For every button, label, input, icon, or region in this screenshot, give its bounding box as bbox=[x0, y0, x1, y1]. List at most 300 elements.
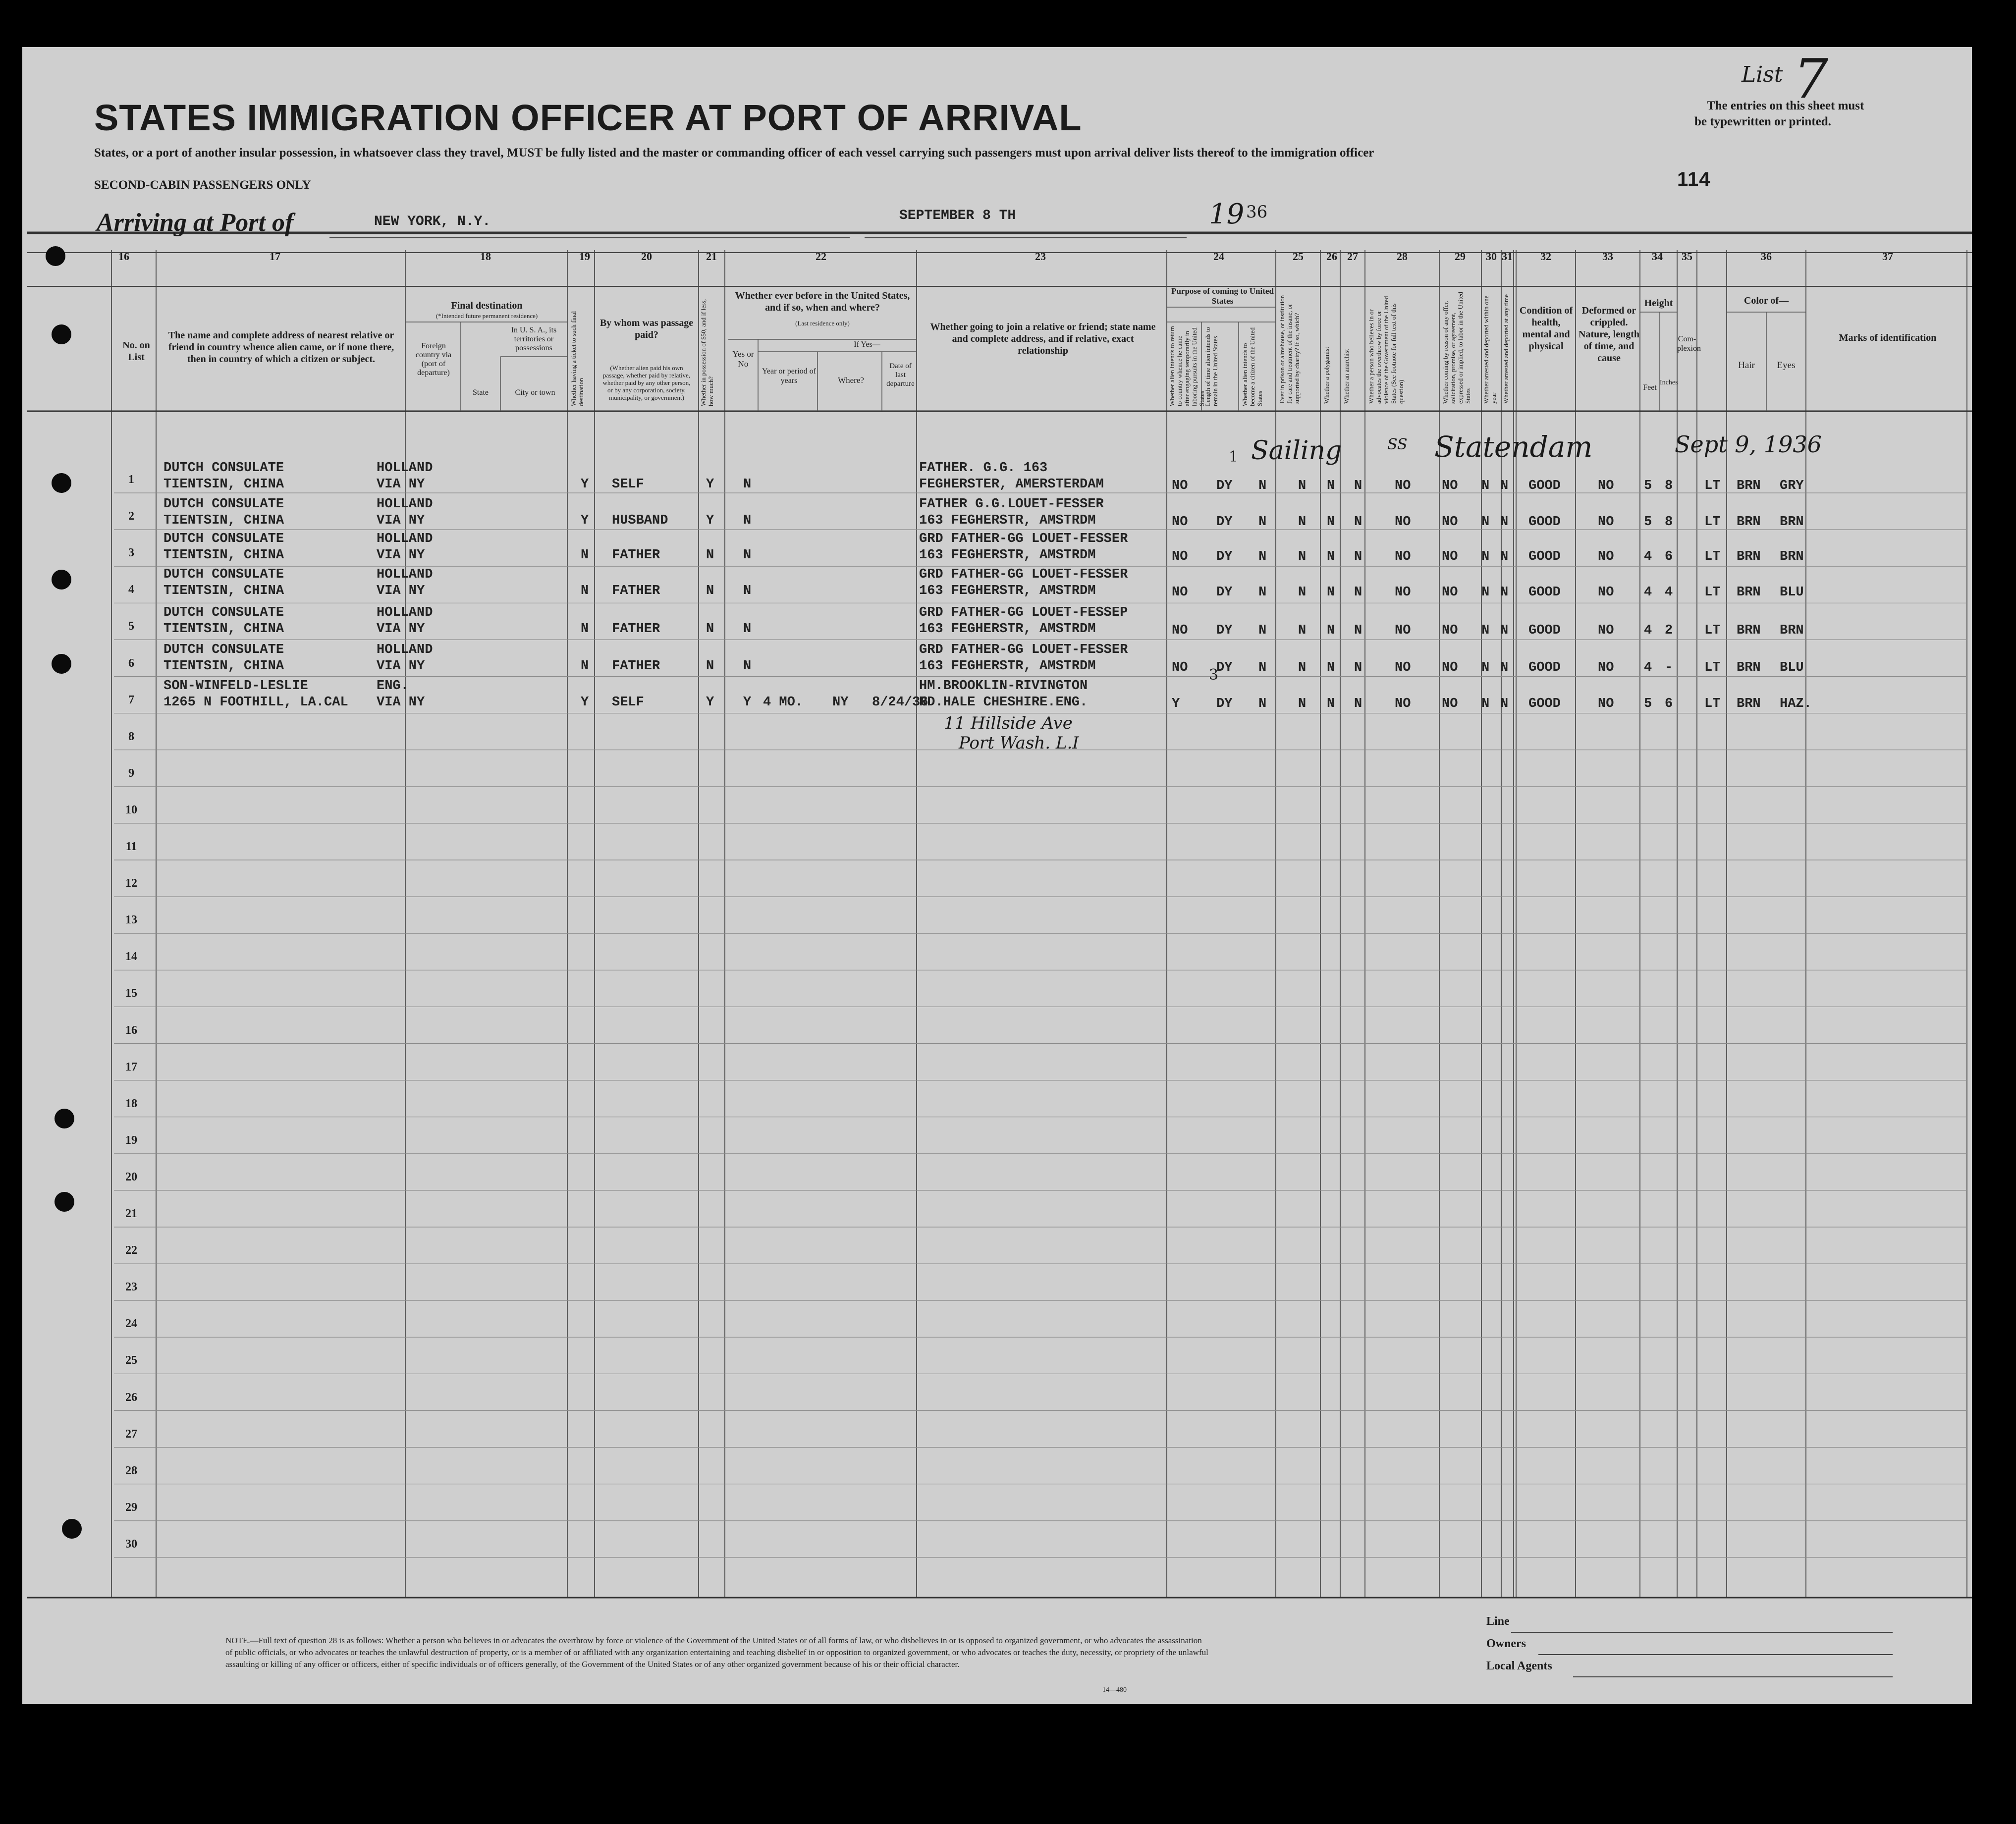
port-of-departure: VIA NY bbox=[377, 659, 425, 674]
money-value: Y bbox=[706, 513, 714, 528]
relative-name: DUTCH CONSULATE bbox=[163, 532, 284, 546]
list-number: 7 bbox=[1794, 47, 1828, 110]
joining-name: GRD FATHER-GG LOUET-FESSEP bbox=[919, 605, 1128, 620]
purpose-length: DY bbox=[1216, 697, 1233, 711]
final-destination-note: (*Intended future permanent residence) bbox=[436, 312, 538, 320]
handwritten-ship-name: Statendam bbox=[1434, 430, 1593, 464]
relative-name: DUTCH CONSULATE bbox=[163, 605, 284, 620]
purpose-length: DY bbox=[1216, 585, 1233, 600]
hair-value: BRN bbox=[1737, 697, 1761, 711]
eyes-value: BRN bbox=[1780, 549, 1804, 564]
anarchist-value: N bbox=[1354, 623, 1362, 638]
passage-paid-by: FATHER bbox=[612, 622, 660, 637]
height-inches: 2 bbox=[1665, 623, 1673, 638]
row-number: 8 bbox=[128, 730, 134, 743]
purpose-length: DY bbox=[1216, 623, 1233, 638]
binder-hole bbox=[52, 570, 71, 590]
no-on-list-header: No. on List bbox=[122, 340, 150, 363]
list-label: List bbox=[1742, 62, 1783, 87]
row-number: 16 bbox=[125, 1023, 137, 1037]
column-number: 30 bbox=[1486, 250, 1497, 263]
port-name: NEW YORK, N.Y. bbox=[374, 214, 491, 229]
health-value: GOOD bbox=[1528, 623, 1561, 638]
foreign-country: HOLLAND bbox=[377, 605, 433, 620]
passage-paid-by: HUSBAND bbox=[612, 513, 668, 528]
deported-ever-value: N bbox=[1500, 515, 1509, 530]
purpose-length: DY bbox=[1216, 479, 1233, 493]
polygamist-value: N bbox=[1327, 660, 1335, 675]
joining-address: 163 FEGHERSTR, AMSTRDM bbox=[919, 513, 1096, 528]
year-suffix: 36 bbox=[1246, 202, 1268, 222]
health-value: GOOD bbox=[1528, 697, 1561, 711]
row-number: 2 bbox=[128, 510, 134, 523]
yes-or-no-header: Yes or No bbox=[732, 349, 754, 369]
year-period-header: Year or period of years bbox=[762, 367, 816, 385]
row-number: 18 bbox=[125, 1097, 137, 1110]
labor-offer-value: NO bbox=[1442, 549, 1458, 564]
row-number: 1 bbox=[128, 473, 134, 486]
joining-name: GRD FATHER-GG LOUET-FESSER bbox=[919, 567, 1128, 582]
foreign-country-header: Foreign country via (port of departure) bbox=[415, 342, 452, 377]
manifest-sheet bbox=[22, 47, 1972, 1704]
foreign-country: HOLLAND bbox=[377, 532, 433, 546]
row-number: 12 bbox=[125, 877, 137, 890]
binder-hole bbox=[52, 324, 71, 344]
deported-year-value: N bbox=[1481, 549, 1490, 564]
joining-address: 163 FEGHERSTR, AMSTRDM bbox=[919, 584, 1096, 598]
ticket-value: Y bbox=[581, 477, 589, 492]
handwritten-three: 3 bbox=[1209, 666, 1219, 684]
foreign-country: HOLLAND bbox=[377, 643, 433, 657]
column-number: 23 bbox=[1035, 250, 1046, 263]
joining-header: Whether going to join a relative or friend; state name and complete address, and if relative, exact relationship bbox=[930, 322, 1156, 356]
row-number: 21 bbox=[125, 1207, 137, 1220]
height-inches: 4 bbox=[1665, 585, 1673, 600]
before-in-us-header: Whether ever before in the United States, and if so, when and where? bbox=[735, 290, 910, 313]
column-number: 26 bbox=[1326, 250, 1337, 263]
overthrow-value: NO bbox=[1395, 479, 1411, 493]
labor-offer-value: NO bbox=[1442, 479, 1458, 493]
handwritten-address-line1: 11 Hillside Ave bbox=[944, 713, 1073, 733]
row-number: 7 bbox=[128, 693, 134, 706]
health-value: GOOD bbox=[1528, 479, 1561, 493]
in-usa-header: In U. S. A., its territories or possessions bbox=[511, 326, 557, 352]
joining-name: FATHER G.G.LOUET-FESSER bbox=[919, 497, 1104, 512]
passage-paid-by: FATHER bbox=[612, 659, 660, 674]
hair-value: BRN bbox=[1737, 515, 1761, 530]
row-number: 30 bbox=[125, 1537, 137, 1551]
page-number: 114 bbox=[1677, 168, 1711, 190]
column-number: 24 bbox=[1213, 250, 1224, 263]
eyes-value: BRN bbox=[1780, 623, 1804, 638]
column-number: 27 bbox=[1347, 250, 1358, 263]
prison-value: N bbox=[1298, 585, 1307, 600]
height-inches: 8 bbox=[1665, 515, 1673, 530]
joining-name: GRD FATHER-GG LOUET-FESSER bbox=[919, 643, 1128, 657]
before-in-us: N bbox=[743, 622, 752, 637]
complexion-value: LT bbox=[1704, 660, 1721, 675]
height-feet: 4 bbox=[1644, 660, 1652, 675]
labor-offer-value: NO bbox=[1442, 697, 1458, 711]
overthrow-value: NO bbox=[1395, 549, 1411, 564]
height-inches: 6 bbox=[1665, 549, 1673, 564]
footer-line-label: Line bbox=[1486, 1615, 1510, 1628]
row-number: 22 bbox=[125, 1244, 137, 1257]
joining-name: GRD FATHER-GG LOUET-FESSER bbox=[919, 532, 1128, 546]
anarchist-value: N bbox=[1354, 515, 1362, 530]
column-number: 34 bbox=[1652, 250, 1663, 263]
passage-paid-header: By whom was passage paid? bbox=[599, 318, 694, 340]
eyes-value: GRY bbox=[1780, 479, 1804, 493]
binder-hole bbox=[54, 1109, 74, 1128]
ticket-value: Y bbox=[581, 513, 589, 528]
if-yes-header: If Yes— bbox=[854, 340, 880, 349]
port-of-departure: VIA NY bbox=[377, 477, 425, 492]
prison-value: N bbox=[1298, 515, 1307, 530]
form-number: 14—480 bbox=[1102, 1686, 1127, 1694]
purpose-return: NO bbox=[1172, 549, 1188, 564]
column-number: 21 bbox=[706, 250, 717, 263]
purpose-length: DY bbox=[1216, 549, 1233, 564]
deformed-value: NO bbox=[1598, 515, 1614, 530]
binder-hole bbox=[52, 654, 71, 674]
deported-ever-value: N bbox=[1500, 623, 1509, 638]
col28-header: Whether a person who believes in or advocates the overthrow by force or violence of the Government of the United States (See footnote for full text of this question) bbox=[1367, 296, 1405, 404]
footnote-question-28: NOTE.—Full text of question 28 is as follows: Whether a person who believes in or advocates the overthrow by force or violence of the Government of the United States or of all forms of law, or who disbelieves in or is opposed to organized government, or who advocates the assassination of public officials, or who advocates or teaches the unlawful destruction of property, or is a member of or affiliated with any organization entertaining and teaching disbelief in or opposition to organized government, or who advocates or teaches the duty, necessity, or propriety of the unlawful assaulting or killing of any officer or officers, either of specific individuals or of officers generally, of the Government of the United States or of any other organized government because of his or their official character. bbox=[225, 1636, 1208, 1669]
polygamist-value: N bbox=[1327, 549, 1335, 564]
deported-ever-value: N bbox=[1500, 549, 1509, 564]
prison-value: N bbox=[1298, 479, 1307, 493]
joining-name: HM.BROOKLIN-RIVINGTON bbox=[919, 679, 1088, 694]
port-of-departure: VIA NY bbox=[377, 622, 425, 637]
purpose-return: Y bbox=[1172, 697, 1180, 711]
relative-name: DUTCH CONSULATE bbox=[163, 567, 284, 582]
complexion-value: LT bbox=[1704, 697, 1721, 711]
last-residence-note: (Last residence only) bbox=[795, 320, 850, 327]
before-where: NY bbox=[832, 695, 849, 710]
footer-local-agents-label: Local Agents bbox=[1486, 1660, 1552, 1672]
overthrow-value: NO bbox=[1395, 697, 1411, 711]
anarchist-value: N bbox=[1354, 697, 1362, 711]
overthrow-value: NO bbox=[1395, 515, 1411, 530]
column-number: 35 bbox=[1682, 250, 1692, 263]
deported-year-value: N bbox=[1481, 660, 1490, 675]
col27-header: Whether an anarchist bbox=[1343, 349, 1350, 404]
column-number: 36 bbox=[1761, 250, 1772, 263]
deformed-value: NO bbox=[1598, 585, 1614, 600]
column-number: 16 bbox=[118, 250, 129, 263]
relative-address: TIENTSIN, CHINA bbox=[163, 584, 284, 598]
hair-value: BRN bbox=[1737, 660, 1761, 675]
before-in-us: N bbox=[743, 659, 752, 674]
purpose-return: NO bbox=[1172, 515, 1188, 530]
health-header: Condition of health, mental and physical bbox=[1519, 305, 1573, 352]
purpose-return: NO bbox=[1172, 623, 1188, 638]
state-header: State bbox=[473, 388, 489, 397]
handwritten-one: 1 bbox=[1229, 448, 1239, 466]
passage-paid-by: SELF bbox=[612, 477, 644, 492]
handwritten-sailing: Sailing bbox=[1251, 436, 1342, 466]
foreign-country: HOLLAND bbox=[377, 497, 433, 512]
where-header: Where? bbox=[838, 376, 864, 385]
purpose-a-header: Whether alien intends to return to country whence he came after engaging temporarily in laboring pursuits in the United States bbox=[1168, 326, 1205, 406]
date-last-departure-header: Date of last departure bbox=[886, 362, 915, 388]
last-departure-date: 8/24/36 bbox=[872, 695, 928, 710]
deported-ever-value: N bbox=[1500, 697, 1509, 711]
city-header: City or town bbox=[515, 388, 555, 397]
foreign-country: HOLLAND bbox=[377, 567, 433, 582]
ticket-value: Y bbox=[581, 695, 589, 710]
ticket-value: N bbox=[581, 659, 589, 674]
arriving-at-port-label: Arriving at Port of bbox=[97, 209, 294, 237]
eyes-header: Eyes bbox=[1777, 360, 1796, 371]
row-number: 27 bbox=[125, 1427, 137, 1441]
before-in-us: N bbox=[743, 513, 752, 528]
page-title: STATES IMMIGRATION OFFICER AT PORT OF ARRIVAL bbox=[94, 97, 1082, 138]
money-value: N bbox=[706, 548, 714, 563]
row-number: 6 bbox=[128, 656, 134, 670]
money-value: Y bbox=[706, 695, 714, 710]
purpose-length: DY bbox=[1216, 660, 1233, 675]
row-number: 5 bbox=[128, 620, 134, 633]
purpose-citizen: N bbox=[1258, 697, 1267, 711]
purpose-citizen: N bbox=[1258, 515, 1267, 530]
column-number: 28 bbox=[1397, 250, 1408, 263]
handwritten-sailing-date: Sept 9, 1936 bbox=[1675, 431, 1822, 458]
relative-address: TIENTSIN, CHINA bbox=[163, 622, 284, 637]
passage-paid-by: FATHER bbox=[612, 584, 660, 598]
port-of-departure: VIA NY bbox=[377, 584, 425, 598]
overthrow-value: NO bbox=[1395, 623, 1411, 638]
row-number: 28 bbox=[125, 1464, 137, 1477]
column-number: 31 bbox=[1502, 250, 1513, 263]
height-feet: 5 bbox=[1644, 479, 1652, 493]
ticket-value: N bbox=[581, 584, 589, 598]
ticket-header: Whether having a ticket to such final destination bbox=[570, 311, 585, 406]
port-of-departure: VIA NY bbox=[377, 513, 425, 528]
joining-address: 163 FEGHERSTR, AMSTRDM bbox=[919, 622, 1096, 637]
feet-header: Feet bbox=[1643, 383, 1657, 392]
before-in-us: Y bbox=[743, 695, 752, 710]
joining-address: 163 FEGHERSTR, AMSTRDM bbox=[919, 659, 1096, 674]
row-number: 4 bbox=[128, 583, 134, 596]
eyes-value: BRN bbox=[1780, 515, 1804, 530]
money-value: N bbox=[706, 584, 714, 598]
color-of-header: Color of— bbox=[1744, 295, 1789, 306]
before-in-us: N bbox=[743, 584, 752, 598]
polygamist-value: N bbox=[1327, 515, 1335, 530]
money-value: Y bbox=[706, 477, 714, 492]
height-feet: 4 bbox=[1644, 623, 1652, 638]
column-number: 29 bbox=[1455, 250, 1466, 263]
deported-year-value: N bbox=[1481, 697, 1490, 711]
labor-offer-value: NO bbox=[1442, 515, 1458, 530]
deported-year-value: N bbox=[1481, 479, 1490, 493]
handwritten-ss: SS bbox=[1387, 436, 1408, 453]
row-number: 26 bbox=[125, 1391, 137, 1404]
row-number: 20 bbox=[125, 1170, 137, 1183]
before-in-us: N bbox=[743, 548, 752, 563]
health-value: GOOD bbox=[1528, 585, 1561, 600]
binder-hole bbox=[54, 1192, 74, 1212]
deported-year-value: N bbox=[1481, 515, 1490, 530]
prison-value: N bbox=[1298, 549, 1307, 564]
col25-header: Ever in prison or almshouse, or institution for care and treatment of the insane, or supported by charity? If so, which? bbox=[1278, 295, 1301, 404]
possession-50-header: Whether in possession of $50, and if less, how much? bbox=[700, 299, 714, 406]
purpose-citizen: N bbox=[1258, 479, 1267, 493]
polygamist-value: N bbox=[1327, 585, 1335, 600]
prison-value: N bbox=[1298, 623, 1307, 638]
col30-header: Whether arrested and deported within one year bbox=[1482, 295, 1497, 404]
passage-paid-note: (Whether alien paid his own passage, whether paid by relative, whether paid by any other person, or by any corporation, society, municipality, or government) bbox=[602, 364, 691, 401]
height-inches: - bbox=[1665, 660, 1673, 675]
port-of-departure: VIA NY bbox=[377, 695, 425, 710]
deported-ever-value: N bbox=[1500, 585, 1509, 600]
height-header: Height bbox=[1644, 298, 1673, 309]
joining-name: FATHER. G.G. 163 bbox=[919, 461, 1048, 476]
deformed-header: Deformed or crippled. Nature, length of time, and cause bbox=[1579, 305, 1639, 364]
ticket-value: N bbox=[581, 622, 589, 637]
purpose-citizen: N bbox=[1258, 585, 1267, 600]
handwritten-address-line2: Port Wash. L.I bbox=[959, 733, 1079, 753]
binder-hole bbox=[46, 246, 65, 266]
relative-address: TIENTSIN, CHINA bbox=[163, 548, 284, 563]
row-number: 11 bbox=[125, 840, 137, 853]
money-value: N bbox=[706, 622, 714, 637]
height-feet: 4 bbox=[1644, 585, 1652, 600]
complexion-value: LT bbox=[1704, 515, 1721, 530]
purpose-b-header: Length of time alien intends to remain in the United States bbox=[1204, 327, 1219, 406]
cabin-class-label: SECOND-CABIN PASSENGERS ONLY bbox=[94, 178, 311, 192]
col29-header: Whether coming by reason of any offer, solicitation, promise, or agreement, expressed or implied, to labor in the United States bbox=[1442, 291, 1471, 404]
health-value: GOOD bbox=[1528, 549, 1561, 564]
anarchist-value: N bbox=[1354, 585, 1362, 600]
column-number: 20 bbox=[641, 250, 652, 263]
before-year: 4 MO. bbox=[763, 695, 804, 710]
column-number: 19 bbox=[579, 250, 590, 263]
polygamist-value: N bbox=[1327, 479, 1335, 493]
foreign-country: ENG. bbox=[377, 679, 409, 694]
relative-name: DUTCH CONSULATE bbox=[163, 497, 284, 512]
deformed-value: NO bbox=[1598, 623, 1614, 638]
eyes-value: HAZ. bbox=[1780, 697, 1812, 711]
arrival-date: SEPTEMBER 8 TH bbox=[899, 208, 1016, 223]
prison-value: N bbox=[1298, 660, 1307, 675]
entries-note-line1: The entries on this sheet must bbox=[1707, 99, 1864, 112]
col26-header: Whether a polygamist bbox=[1323, 347, 1330, 404]
height-feet: 5 bbox=[1644, 697, 1652, 711]
complexion-value: LT bbox=[1704, 585, 1721, 600]
complexion-value: LT bbox=[1704, 479, 1721, 493]
hair-value: BRN bbox=[1737, 585, 1761, 600]
relative-address: TIENTSIN, CHINA bbox=[163, 477, 284, 492]
hair-header: Hair bbox=[1738, 360, 1755, 371]
deformed-value: NO bbox=[1598, 479, 1614, 493]
joining-address: FEGHERSTER, AMERSTERDAM bbox=[919, 477, 1104, 492]
relative-header: The name and complete address of nearest relative or friend in country whence alien came, or if none there, then in country of which a citizen or subject. bbox=[168, 330, 394, 365]
deported-year-value: N bbox=[1481, 623, 1490, 638]
row-number: 13 bbox=[125, 913, 137, 927]
purpose-c-header: Whether alien intends to become a citizen of the United States bbox=[1241, 327, 1263, 406]
eyes-value: BLU bbox=[1780, 660, 1804, 675]
column-number: 37 bbox=[1882, 250, 1893, 263]
row-number: 17 bbox=[125, 1060, 137, 1073]
form-grid-lines bbox=[22, 47, 1972, 1704]
ticket-value: N bbox=[581, 548, 589, 563]
anarchist-value: N bbox=[1354, 660, 1362, 675]
row-number: 24 bbox=[125, 1317, 137, 1331]
purpose-return: NO bbox=[1172, 660, 1188, 675]
row-number: 23 bbox=[125, 1281, 137, 1294]
complexion-value: LT bbox=[1704, 549, 1721, 564]
before-in-us: N bbox=[743, 477, 752, 492]
complexion-header: Com-plexion bbox=[1677, 335, 1701, 353]
deformed-value: NO bbox=[1598, 697, 1614, 711]
footer-owners-label: Owners bbox=[1486, 1637, 1526, 1650]
hair-value: BRN bbox=[1737, 479, 1761, 493]
deported-year-value: N bbox=[1481, 585, 1490, 600]
hair-value: BRN bbox=[1737, 549, 1761, 564]
relative-address: TIENTSIN, CHINA bbox=[163, 513, 284, 528]
relative-name: DUTCH CONSULATE bbox=[163, 461, 284, 476]
joining-address: 163 FEGHERSTR, AMSTRDM bbox=[919, 548, 1096, 563]
year-prefix: 19 bbox=[1209, 198, 1245, 230]
column-number: 25 bbox=[1293, 250, 1304, 263]
purpose-return: NO bbox=[1172, 585, 1188, 600]
purpose-citizen: N bbox=[1258, 660, 1267, 675]
column-number: 32 bbox=[1540, 250, 1551, 263]
eyes-value: BLU bbox=[1780, 585, 1804, 600]
marks-header: Marks of identification bbox=[1839, 332, 1937, 343]
column-number: 17 bbox=[270, 250, 280, 263]
entries-note-line2: be typewritten or printed. bbox=[1694, 115, 1831, 128]
purpose-return: NO bbox=[1172, 479, 1188, 493]
polygamist-value: N bbox=[1327, 623, 1335, 638]
row-number: 10 bbox=[125, 803, 137, 816]
row-number: 15 bbox=[125, 987, 137, 1000]
binder-hole bbox=[52, 473, 71, 493]
passage-paid-by: FATHER bbox=[612, 548, 660, 563]
purpose-header: Purpose of coming to United States bbox=[1171, 286, 1274, 306]
relative-address: TIENTSIN, CHINA bbox=[163, 659, 284, 674]
column-number: 18 bbox=[480, 250, 491, 263]
labor-offer-value: NO bbox=[1442, 585, 1458, 600]
purpose-citizen: N bbox=[1258, 623, 1267, 638]
row-number: 25 bbox=[125, 1354, 137, 1367]
complexion-value: LT bbox=[1704, 623, 1721, 638]
overthrow-value: NO bbox=[1395, 585, 1411, 600]
labor-offer-value: NO bbox=[1442, 623, 1458, 638]
passage-paid-by: SELF bbox=[612, 695, 644, 710]
row-number: 14 bbox=[125, 950, 137, 964]
height-inches: 8 bbox=[1665, 479, 1673, 493]
height-feet: 5 bbox=[1644, 515, 1652, 530]
col31-header: Whether arrested and deported at any time bbox=[1502, 294, 1510, 404]
height-feet: 4 bbox=[1644, 549, 1652, 564]
purpose-length: DY bbox=[1216, 515, 1233, 530]
row-number: 9 bbox=[128, 766, 134, 780]
prison-value: N bbox=[1298, 697, 1307, 711]
hair-value: BRN bbox=[1737, 623, 1761, 638]
relative-address: 1265 N FOOTHILL, LA.CAL bbox=[163, 695, 348, 710]
row-number: 3 bbox=[128, 546, 134, 560]
port-of-departure: VIA NY bbox=[377, 548, 425, 563]
foreign-country: HOLLAND bbox=[377, 461, 433, 476]
labor-offer-value: NO bbox=[1442, 660, 1458, 675]
column-number: 33 bbox=[1602, 250, 1613, 263]
health-value: GOOD bbox=[1528, 515, 1561, 530]
relative-name: DUTCH CONSULATE bbox=[163, 643, 284, 657]
